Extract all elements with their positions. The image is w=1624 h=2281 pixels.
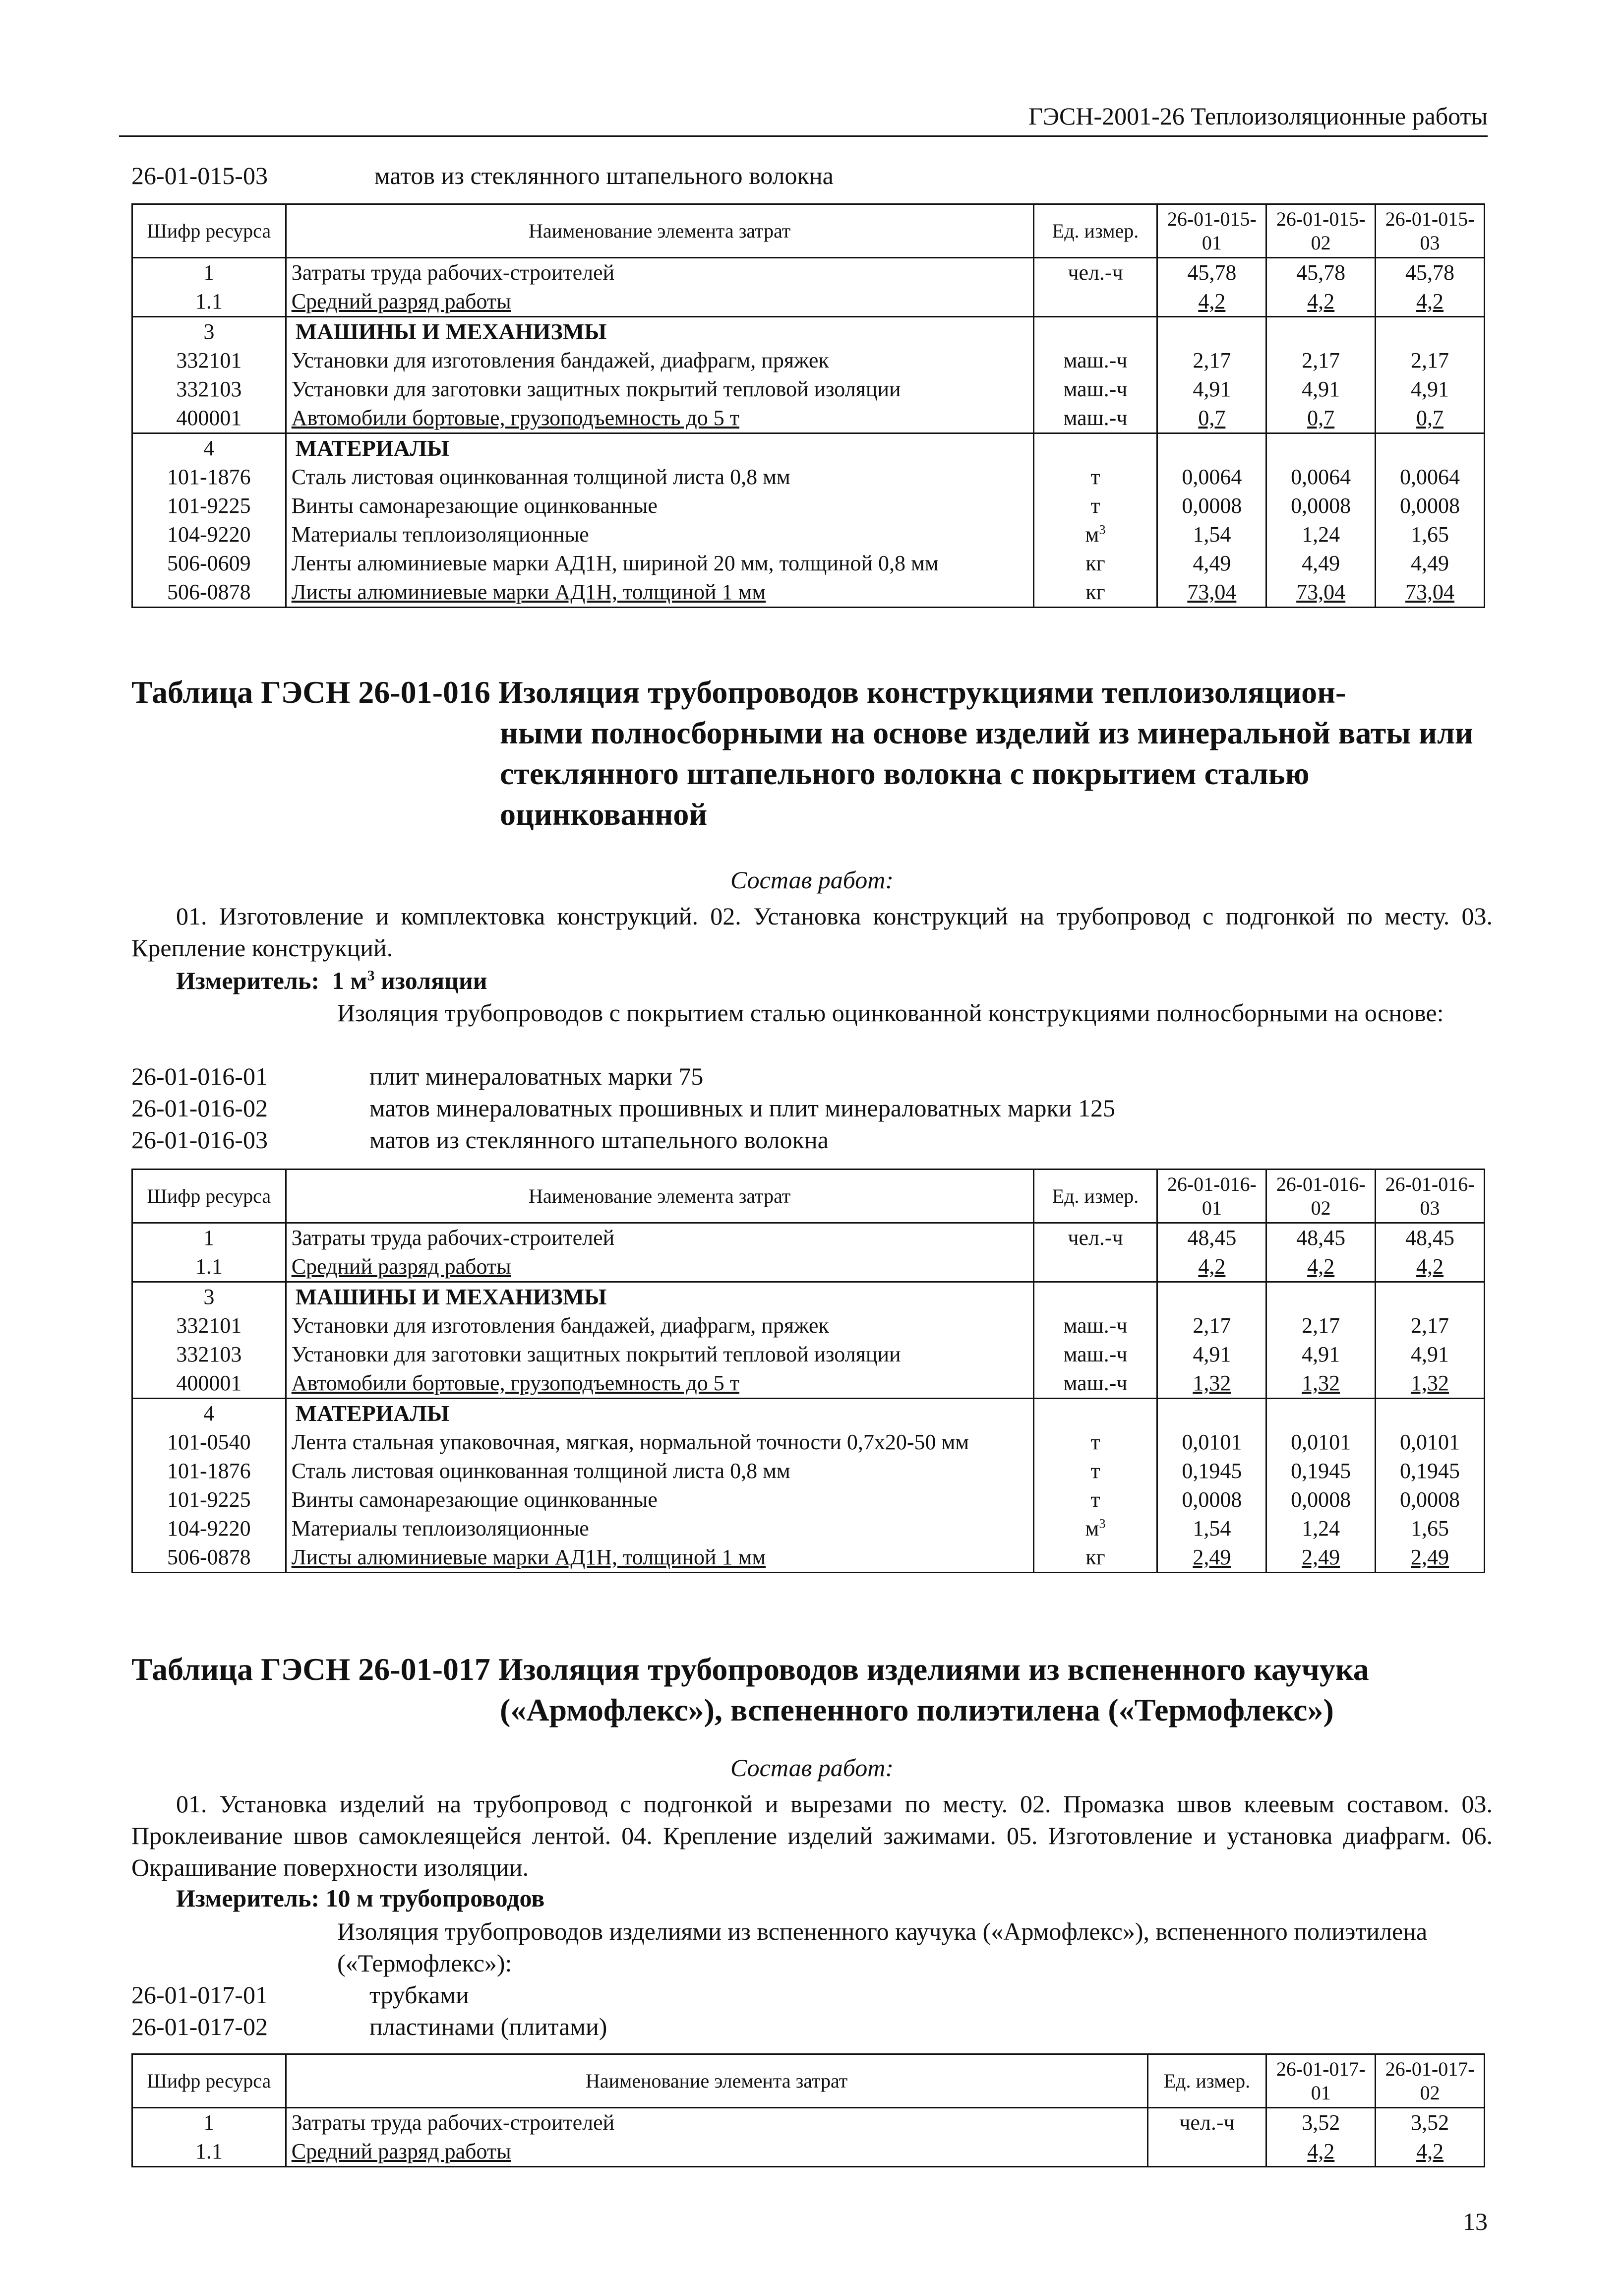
- table-row: [132, 1485, 1485, 1514]
- row-value: 4,2: [1376, 287, 1485, 317]
- row-unit: $м^3$: [1033, 1514, 1157, 1543]
- table-017-title-first: Таблица ГЭСН 26-01-017 Изоляция трубопроводов изделиями из вспененного каучука: [131, 1652, 1369, 1687]
- resource-table-016: [131, 1169, 1485, 1573]
- row-code: 400001: [132, 1369, 286, 1399]
- row-code: 104-9220: [132, 1514, 286, 1543]
- header-col-1: 26-01-016-01: [1157, 1170, 1266, 1223]
- row-value: 2,17: [1376, 346, 1485, 375]
- row-code: 101-1876: [132, 463, 286, 492]
- row-name: Средний разряд работы: [286, 2137, 1147, 2167]
- row-unit: т: [1033, 1457, 1157, 1485]
- table-row: [132, 1311, 1485, 1340]
- variant-desc: матов из стеклянного штапельного волокна: [369, 1126, 829, 1154]
- row-value: 73,04: [1376, 578, 1485, 608]
- row-value: 4,91: [1376, 1340, 1485, 1369]
- row-unit: маш.-ч: [1033, 375, 1157, 404]
- variant-code: 26-01-016-02: [131, 1094, 268, 1122]
- row-value: 0,7: [1157, 404, 1266, 433]
- row-value: 0,0101: [1266, 1428, 1376, 1457]
- row-code: 3: [132, 1282, 286, 1312]
- row-value: 2,49: [1266, 1543, 1376, 1573]
- row-value: 4,49: [1266, 549, 1376, 578]
- row-code: 506-0609: [132, 549, 286, 578]
- row-unit: кг: [1033, 1543, 1157, 1573]
- row-unit: маш.-ч: [1033, 1340, 1157, 1369]
- variant-desc: матов из стеклянного штапельного волокна: [374, 162, 834, 189]
- row-unit: маш.-ч: [1033, 1311, 1157, 1340]
- table-row: [132, 520, 1485, 549]
- sostav-heading-016: Состав работ:: [730, 866, 894, 894]
- row-value: 4,2: [1266, 287, 1376, 317]
- row-unit: $м^3$: [1033, 520, 1157, 549]
- row-unit: т: [1033, 1485, 1157, 1514]
- row-value: 4,2: [1157, 1252, 1266, 1282]
- row-code: 1.1: [132, 1252, 286, 1282]
- row-unit: маш.-ч: [1033, 404, 1157, 433]
- resource-table-017: [131, 2053, 1485, 2167]
- table-row: [132, 463, 1485, 492]
- table-row: [132, 1223, 1485, 1253]
- row-value: 0,0008: [1157, 492, 1266, 520]
- table-row: [132, 2108, 1485, 2138]
- row-unit: т: [1033, 492, 1157, 520]
- row-code: 332103: [132, 1340, 286, 1369]
- row-name: Установки для заготовки защитных покрытий тепловой изоляции: [286, 375, 1033, 404]
- row-value: 48,45: [1157, 1223, 1266, 1253]
- row-code: 101-0540: [132, 1428, 286, 1457]
- row-value: 4,91: [1266, 375, 1376, 404]
- row-name: Установки для заготовки защитных покрытий тепловой изоляции: [286, 1340, 1033, 1369]
- row-value: 4,49: [1376, 549, 1485, 578]
- row-value: 2,17: [1266, 346, 1376, 375]
- row-value: 4,91: [1376, 375, 1485, 404]
- header-unit: Ед. измер.: [1033, 1170, 1157, 1223]
- row-name: Автомобили бортовые, грузоподъемность до 5 т: [286, 1369, 1033, 1399]
- header-col-2: 26-01-015-02: [1266, 204, 1376, 258]
- table-row: [132, 346, 1485, 375]
- row-name: Сталь листовая оцинкованная толщиной листа 0,8 мм: [286, 1457, 1033, 1485]
- row-value: 0,1945: [1266, 1457, 1376, 1485]
- row-name: Материалы теплоизоляционные: [286, 520, 1033, 549]
- resource-table-015: [131, 203, 1485, 608]
- row-value: 1,24: [1266, 520, 1376, 549]
- table-row: [132, 578, 1485, 608]
- table-017-title-rest: («Армофлекс»), вспененного полиэтилена («Термофлекс»): [500, 1692, 1334, 1727]
- table-row: [132, 2137, 1485, 2167]
- page-number: 13: [1463, 2208, 1488, 2235]
- header-col-2: 26-01-016-02: [1266, 1170, 1376, 1223]
- table-row: [132, 287, 1485, 317]
- row-value: 0,0008: [1376, 492, 1485, 520]
- row-name: Затраты труда рабочих-строителей: [286, 258, 1033, 288]
- row-value: 45,78: [1266, 258, 1376, 288]
- row-unit: [1033, 1252, 1157, 1282]
- row-value: 1,54: [1157, 520, 1266, 549]
- row-name: Средний разряд работы: [286, 287, 1033, 317]
- row-name: Установки для изготовления бандажей, диафрагм, пряжек: [286, 1311, 1033, 1340]
- row-value: 0,0008: [1376, 1485, 1485, 1514]
- running-header: [119, 102, 1488, 137]
- row-value: 0,0008: [1157, 1485, 1266, 1514]
- table-row: [132, 1340, 1485, 1369]
- measure-017: Измеритель: 10 м трубопроводов: [176, 1884, 545, 1912]
- row-value: 4,91: [1266, 1340, 1376, 1369]
- header-col-3: 26-01-015-03: [1376, 204, 1485, 258]
- row-name: Листы алюминиевые марки АД1Н, толщиной 1 мм: [286, 1543, 1033, 1573]
- row-value: 4,91: [1157, 375, 1266, 404]
- row-value: 0,0008: [1266, 492, 1376, 520]
- section-row: [132, 1282, 1485, 1312]
- table-row: [132, 404, 1485, 433]
- row-code: 400001: [132, 404, 286, 433]
- variant-desc: пластинами (плитами): [369, 2013, 607, 2040]
- row-name: Средний разряд работы: [286, 1252, 1033, 1282]
- table-row: [132, 1252, 1485, 1282]
- header-unit: Ед. измер.: [1033, 204, 1157, 258]
- row-code: 1: [132, 258, 286, 288]
- row-code: 101-9225: [132, 492, 286, 520]
- row-value: 2,17: [1266, 1311, 1376, 1340]
- row-value: 4,91: [1157, 1340, 1266, 1369]
- row-value: 48,45: [1266, 1223, 1376, 1253]
- row-value: 0,0064: [1157, 463, 1266, 492]
- header-col-2: 26-01-017-02: [1376, 2054, 1485, 2108]
- row-name: Затраты труда рабочих-строителей: [286, 1223, 1033, 1253]
- table-row: [132, 1457, 1485, 1485]
- row-code: 1.1: [132, 2137, 286, 2167]
- row-code: 4: [132, 1399, 286, 1428]
- row-value: 0,7: [1266, 404, 1376, 433]
- row-code: 506-0878: [132, 1543, 286, 1573]
- row-unit: [1147, 2137, 1266, 2167]
- row-value: 45,78: [1376, 258, 1485, 288]
- row-value: 1,54: [1157, 1514, 1266, 1543]
- measure-016: Измеритель: 1 $м^3$ изоляции: [176, 967, 487, 994]
- header-name: Наименование элемента затрат: [286, 204, 1033, 258]
- table-row: [132, 1369, 1485, 1399]
- section-title: МАТЕРИАЛЫ: [286, 433, 1033, 463]
- table-row: [132, 1514, 1485, 1543]
- section-row: [132, 433, 1485, 463]
- row-value: 1,65: [1376, 1514, 1485, 1543]
- header-name: Наименование элемента затрат: [286, 2054, 1147, 2108]
- row-value: 1,32: [1157, 1369, 1266, 1399]
- row-unit: маш.-ч: [1033, 1369, 1157, 1399]
- row-code: 104-9220: [132, 520, 286, 549]
- row-name: Автомобили бортовые, грузоподъемность до 5 т: [286, 404, 1033, 433]
- table-016-title-first: Таблица ГЭСН 26-01-016 Изоляция трубопроводов конструкциями теплоизоляцион-: [131, 675, 1346, 710]
- section-title: МАТЕРИАЛЫ: [286, 1399, 1033, 1428]
- row-value: 0,1945: [1376, 1457, 1485, 1485]
- row-value: 2,17: [1157, 1311, 1266, 1340]
- row-unit: кг: [1033, 578, 1157, 608]
- row-value: 2,17: [1157, 346, 1266, 375]
- table-016-title-rest: ными полносборными на основе изделий из минеральной ваты или стеклянного штапельного волокна с покрытием сталью оцинкованной: [500, 715, 1473, 832]
- sostav-heading-017: Состав работ:: [730, 1754, 894, 1782]
- table-017-title: [131, 1649, 1510, 1730]
- row-name: Лента стальная упаковочная, мягкая, нормальной точности 0,7x20-50 мм: [286, 1428, 1033, 1457]
- row-name: Затраты труда рабочих-строителей: [286, 2108, 1147, 2138]
- row-name: Винты самонарезающие оцинкованные: [286, 1485, 1033, 1514]
- row-value: 45,78: [1157, 258, 1266, 288]
- row-unit: чел.-ч: [1147, 2108, 1266, 2138]
- row-value: 4,49: [1157, 549, 1266, 578]
- row-value: 4,2: [1376, 1252, 1485, 1282]
- header-shifr: Шифр ресурса: [132, 1170, 286, 1223]
- row-value: 2,49: [1376, 1543, 1485, 1573]
- row-value: 0,7: [1376, 404, 1485, 433]
- row-value: 0,0101: [1157, 1428, 1266, 1457]
- works-016: 01. Изготовление и комплектовка конструкций. 02. Установка конструкций на трубопровод с подгонкой по месту. 03. Крепление конструкций.: [131, 902, 1493, 962]
- variant-code: 26-01-016-03: [131, 1126, 268, 1154]
- variant-code: 26-01-017-02: [131, 2013, 268, 2040]
- row-value: 4,2: [1266, 1252, 1376, 1282]
- works-017: 01. Установка изделий на трубопровод с подгонкой и вырезами по месту. 02. Промазка швов клеевым составом. 03. Проклеивание швов самоклеящейся лентой. 04. Крепление изделий зажимами. 05. Изготовление и установка диафрагм. 06. Окрашивание поверхности изоляции.: [131, 1790, 1493, 1881]
- row-code: 3: [132, 317, 286, 347]
- row-code: 1: [132, 1223, 286, 1253]
- row-name: Винты самонарезающие оцинкованные: [286, 492, 1033, 520]
- row-value: 4,2: [1376, 2137, 1485, 2167]
- section-title: МАШИНЫ И МЕХАНИЗМЫ: [286, 1282, 1033, 1312]
- row-value: 1,32: [1266, 1369, 1376, 1399]
- row-value: 73,04: [1266, 578, 1376, 608]
- variant-code: 26-01-017-01: [131, 1981, 268, 2009]
- variant-code: 26-01-016-01: [131, 1062, 268, 1090]
- table-row: [132, 375, 1485, 404]
- header-shifr: Шифр ресурса: [132, 2054, 286, 2108]
- variant-desc: плит минераловатных марки 75: [369, 1062, 704, 1090]
- table-row: [132, 258, 1485, 288]
- row-value: 0,0008: [1266, 1485, 1376, 1514]
- row-unit: т: [1033, 463, 1157, 492]
- row-unit: кг: [1033, 549, 1157, 578]
- running-title: ГЭСН-2001-26 Теплоизоляционные работы: [1028, 102, 1488, 130]
- row-unit: [1033, 287, 1157, 317]
- row-value: 4,2: [1157, 287, 1266, 317]
- section-row: [132, 1399, 1485, 1428]
- row-code: 332101: [132, 1311, 286, 1340]
- header-unit: Ед. измер.: [1147, 2054, 1266, 2108]
- row-value: 0,1945: [1157, 1457, 1266, 1485]
- table-016-title: [131, 672, 1510, 835]
- row-value: 0,0101: [1376, 1428, 1485, 1457]
- row-code: 101-1876: [132, 1457, 286, 1485]
- table-row: [132, 1543, 1485, 1573]
- header-col-3: 26-01-016-03: [1376, 1170, 1485, 1223]
- row-value: 0,0064: [1266, 463, 1376, 492]
- intro-016: Изоляция трубопроводов с покрытием сталью оцинкованной конструкциями полносборными на основе:: [337, 999, 1444, 1027]
- section-title: МАШИНЫ И МЕХАНИЗМЫ: [286, 317, 1033, 347]
- section-row: [132, 317, 1485, 347]
- intro-017: Изоляция трубопроводов изделиями из вспененного каучука («Армофлекс»), вспененного полиэтилена («Термофлекс»):: [337, 1917, 1428, 1977]
- row-code: 1: [132, 2108, 286, 2138]
- row-code: 332101: [132, 346, 286, 375]
- variant-code: 26-01-015-03: [131, 162, 268, 189]
- row-value: 1,32: [1376, 1369, 1485, 1399]
- row-value: 0,0064: [1376, 463, 1485, 492]
- row-value: 4,2: [1266, 2137, 1376, 2167]
- table-row: [132, 492, 1485, 520]
- row-code: 506-0878: [132, 578, 286, 608]
- row-name: Листы алюминиевые марки АД1Н, толщиной 1 мм: [286, 578, 1033, 608]
- row-unit: маш.-ч: [1033, 346, 1157, 375]
- header-shifr: Шифр ресурса: [132, 204, 286, 258]
- row-unit: чел.-ч: [1033, 258, 1157, 288]
- row-name: Установки для изготовления бандажей, диафрагм, пряжек: [286, 346, 1033, 375]
- row-value: 48,45: [1376, 1223, 1485, 1253]
- row-value: 1,24: [1266, 1514, 1376, 1543]
- variant-desc: матов минераловатных прошивных и плит минераловатных марки 125: [369, 1094, 1116, 1122]
- row-value: 2,17: [1376, 1311, 1485, 1340]
- row-unit: чел.-ч: [1033, 1223, 1157, 1253]
- row-code: 101-9225: [132, 1485, 286, 1514]
- row-code: 4: [132, 433, 286, 463]
- header-col-1: 26-01-015-01: [1157, 204, 1266, 258]
- row-name: Сталь листовая оцинкованная толщиной листа 0,8 мм: [286, 463, 1033, 492]
- row-name: Ленты алюминиевые марки АД1Н, шириной 20 мм, толщиной 0,8 мм: [286, 549, 1033, 578]
- variant-desc: трубками: [369, 1981, 469, 2009]
- row-value: 3,52: [1266, 2108, 1376, 2138]
- row-code: 332103: [132, 375, 286, 404]
- table-row: [132, 1428, 1485, 1457]
- row-value: 73,04: [1157, 578, 1266, 608]
- row-value: 2,49: [1157, 1543, 1266, 1573]
- row-code: 1.1: [132, 287, 286, 317]
- table-row: [132, 549, 1485, 578]
- row-value: 1,65: [1376, 520, 1485, 549]
- header-col-1: 26-01-017-01: [1266, 2054, 1376, 2108]
- row-unit: т: [1033, 1428, 1157, 1457]
- row-name: Материалы теплоизоляционные: [286, 1514, 1033, 1543]
- row-value: 3,52: [1376, 2108, 1485, 2138]
- header-name: Наименование элемента затрат: [286, 1170, 1033, 1223]
